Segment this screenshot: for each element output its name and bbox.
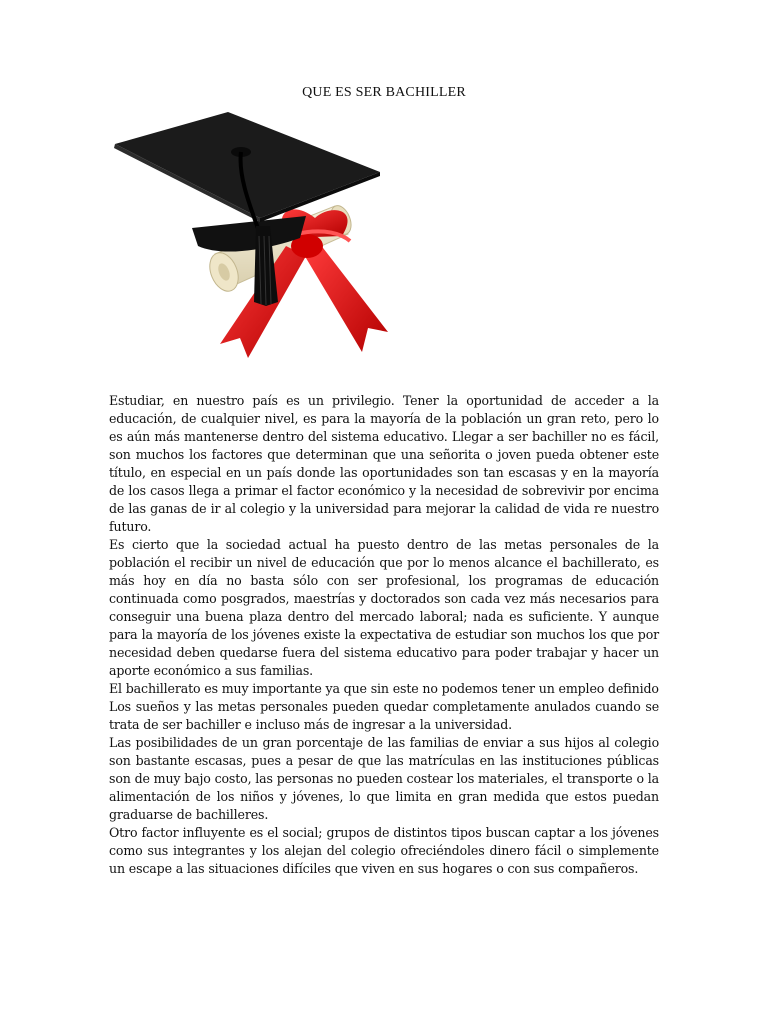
paragraph: Las posibilidades de un gran porcentaje de las familias de enviar a sus hijos al colegio son bastante escasas, pues a pesar de que las matrículas en las instituciones públicas son de muy bajo costo, las personas no pueden costear los materiales, el transporte o la alimentación de los niños y jóvenes, lo que limita en gran medida que estos puedan graduarse de bachilleres.: [109, 735, 659, 822]
paragraph: Los sueños y las metas personales pueden quedar completamente anulados cuando se trata de ser bachiller e incluso más de ingresar a la universidad.: [109, 699, 659, 732]
graduation-cap-with-diploma-icon: [110, 106, 402, 376]
graduation-cap-illustration: [110, 106, 402, 376]
paragraph: Otro factor influyente es el social; grupos de distintos tipos buscan captar a los jóvenes como sus integrantes y los alejan del colegio ofreciéndoles dinero fácil o simplemente un escape a las situaciones difíciles que viven en sus hogares o con sus compañeros.: [109, 825, 659, 876]
article-body: [109, 392, 659, 878]
paragraph: El bachillerato es muy importante ya que sin este no podemos tener un empleo definido: [109, 681, 659, 696]
paragraph: Estudiar, en nuestro país es un privilegio. Tener la oportunidad de acceder a la educación, de cualquier nivel, es para la mayoría de la población un gran reto, pero lo es aún más mantenerse dentro del sistema educativo. Llegar a ser bachiller no es fácil, son muchos los factores que determinan que una señorita o joven pueda obtener este título, en especial en un país donde las oportunidades son tan escasas y en la mayoría de los casos llega a primar el factor económico y la necesidad de sobrevivir por encima de las ganas de ir al colegio y la universidad para mejorar la calidad de vida re nuestro futuro.: [109, 393, 659, 534]
document-title: QUE ES SER BACHILLER: [302, 85, 466, 100]
paragraph: Es cierto que la sociedad actual ha puesto dentro de las metas personales de la población el recibir un nivel de educación que por lo menos alcance el bachillerato, es más hoy en día no basta sólo con ser profesional, los programas de educación continuada como posgrados, maestrías y doctorados son cada vez más necesarios para conseguir una buena plaza dentro del mercado laboral; nada es suficiente. Y aunque para la mayoría de los jóvenes existe la expectativa de estudiar son muchos los que por necesidad deben quedarse fuera del sistema educativo para poder trabajar y hacer un aporte económico a sus familias.: [109, 537, 659, 678]
